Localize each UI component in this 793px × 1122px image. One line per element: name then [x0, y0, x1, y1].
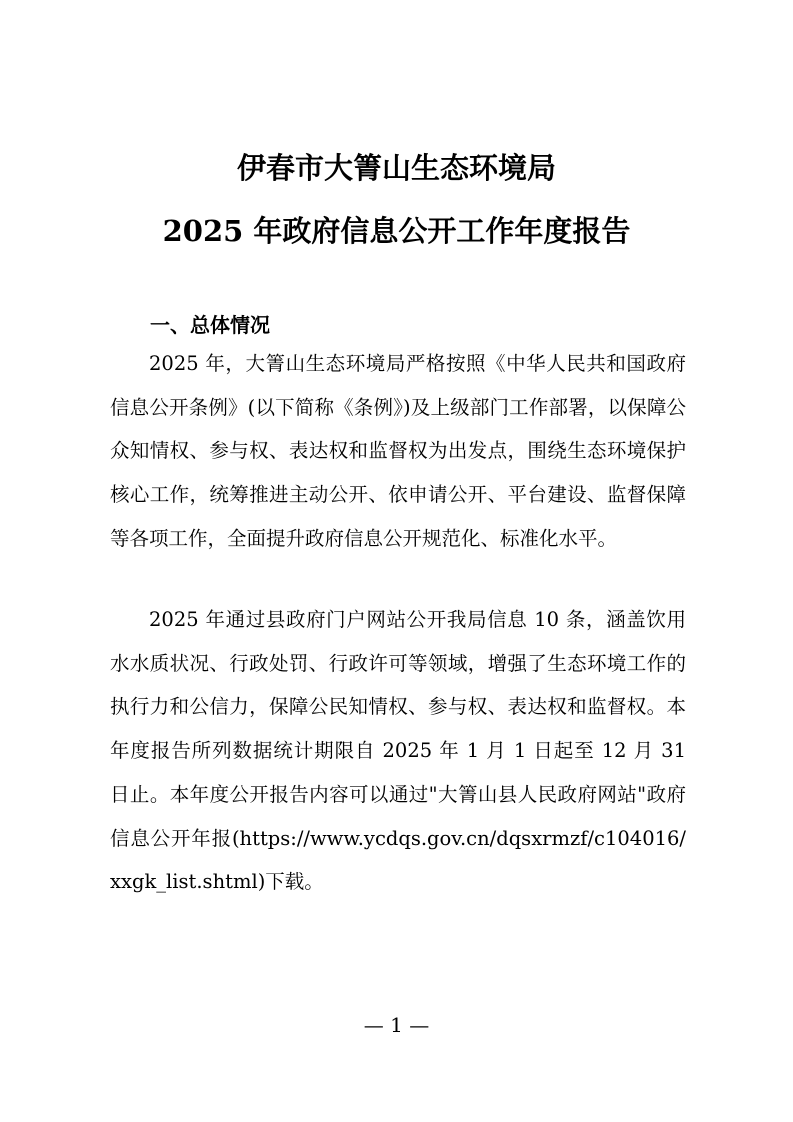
page-number: — 1 — [363, 1013, 430, 1037]
document-title-line-2: 2025 年政府信息公开工作年度报告 [162, 214, 631, 248]
paragraph-overview-2: 2025 年通过县政府门户网站公开我局信息 10 条，涵盖饮用水水质状况、行政处罚、行政许可等领域，增强了生态环境工作的执行力和公信力，保障公民知情权、参与权、表达权和监督权。本年度报告所列数据统计期限自 2025 年 1 月 1 日起至 12 月 31 日止。本年度公开报告内容可以通过"大箐山县人民政府网站"政府信息公开年报(https://www.ycdqs.gov.cn/dqsxrmzf/c104016/xxgk_list.shtml)下载。 [110, 608, 686, 894]
paragraph-overview-1: 2025 年，大箐山生态环境局严格按照《中华人民共和国政府信息公开条例》(以下简称《条例》)及上级部门工作部署，以保障公众知情权、参与权、表达权和监督权为出发点，围绕生态环境保护核心工作，统筹推进主动公开、依申请公开、平台建设、监督保障等各项工作，全面提升政府信息公开规范化、标准化水平。 [110, 352, 686, 550]
document-title-line-1: 伊春市大箐山生态环境局 [236, 151, 556, 185]
section-heading-overview: 一、总体情况 [150, 313, 270, 337]
